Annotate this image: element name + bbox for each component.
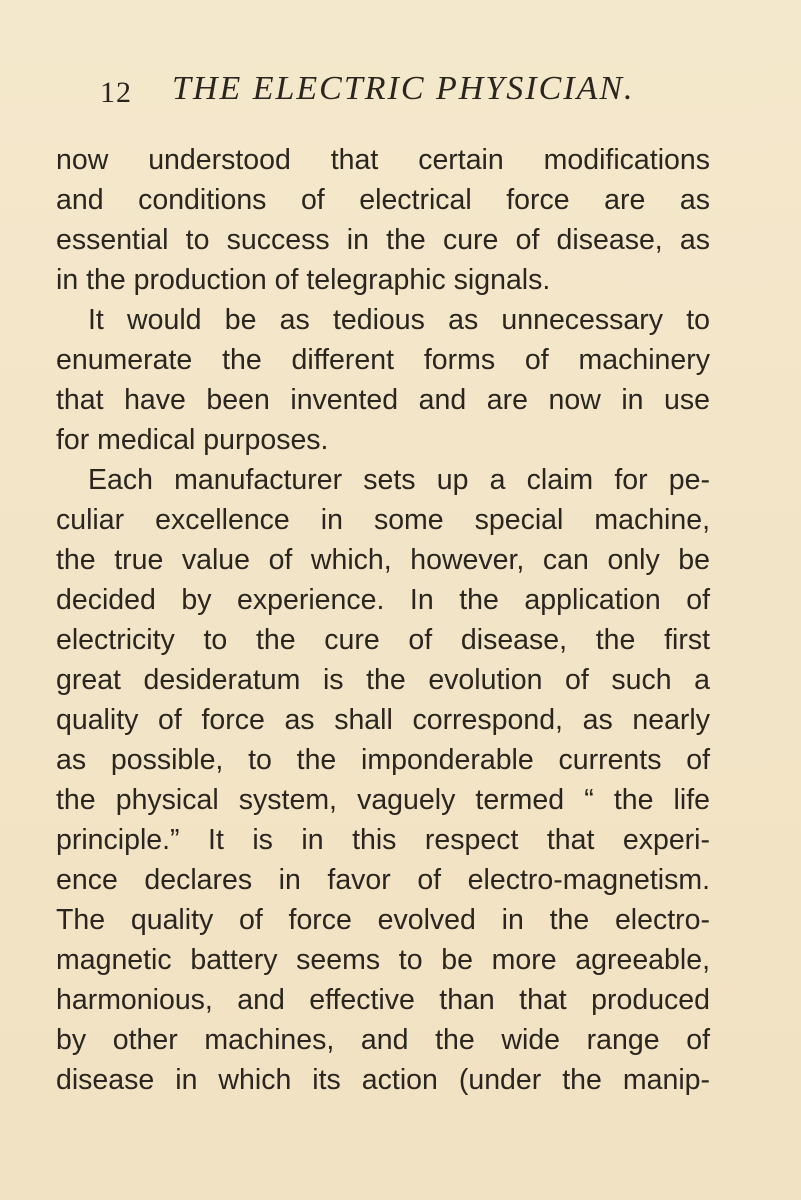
text-line: harmonious, and effective than that produced (56, 984, 710, 1016)
text-line: electricity to the cure of disease, the first (56, 624, 710, 656)
text-line: principle.” It is in this respect that experi- (56, 824, 710, 856)
text-line: now understood that certain modifications (56, 144, 710, 176)
text-line: by other machines, and the wide range of (56, 1024, 710, 1056)
text-line: Each manufacturer sets up a claim for pe- (88, 464, 710, 496)
running-head (100, 70, 740, 114)
text-line: for medical purposes. (56, 424, 329, 456)
text-line: disease in which its action (under the manip- (56, 1064, 710, 1096)
text-line: and conditions of electrical force are as (56, 184, 710, 216)
text-line: the physical system, vaguely termed “ the life (56, 784, 710, 816)
text-line: quality of force as shall correspond, as nearly (56, 704, 710, 736)
text-line: culiar excellence in some special machine, (56, 504, 710, 536)
text-line: essential to success in the cure of disease, as (56, 224, 710, 256)
running-title: THE ELECTRIC PHYSICIAN. (172, 70, 635, 107)
text-line: as possible, to the imponderable currents of (56, 744, 710, 776)
text-line: ence declares in favor of electro-magnetism. (56, 864, 710, 896)
text-line: in the production of telegraphic signals. (56, 264, 551, 296)
text-line: magnetic battery seems to be more agreeable, (56, 944, 710, 976)
text-line: decided by experience. In the application of (56, 584, 710, 616)
text-line: enumerate the different forms of machinery (56, 344, 710, 376)
page-number: 12 (100, 76, 132, 109)
text-line: the true value of which, however, can only be (56, 544, 710, 576)
text-line: great desideratum is the evolution of such a (56, 664, 710, 696)
text-line: It would be as tedious as unnecessary to (88, 304, 710, 336)
text-line: that have been invented and are now in use (56, 384, 710, 416)
text-line: The quality of force evolved in the electro- (56, 904, 710, 936)
